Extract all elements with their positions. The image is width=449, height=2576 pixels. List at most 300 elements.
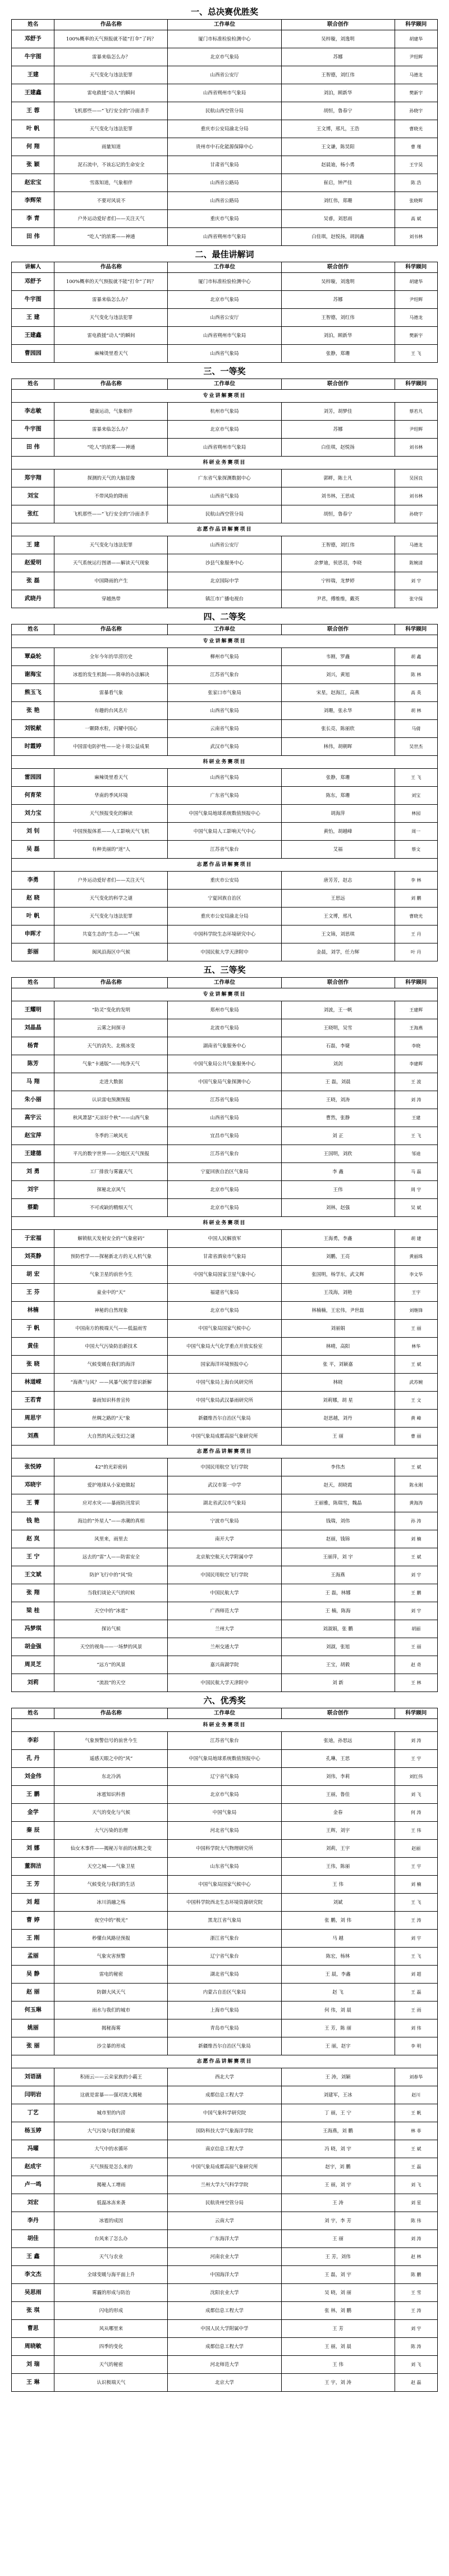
column-header: 作品名称 [54, 978, 168, 988]
table-row [12, 720, 438, 738]
table-row [12, 1374, 438, 1392]
work-cell: 四季的变化 [54, 2338, 168, 2356]
unit-cell: 中国气象局国家气候中心 [168, 1876, 281, 1894]
section-title: 六、优秀奖 [203, 1695, 246, 1706]
column-header: 作品名称 [54, 262, 168, 273]
name-cell: 王 建 [12, 536, 54, 554]
unit-cell: 江苏省气象局 [168, 1091, 281, 1109]
work-cell: 天气变化的科学之谜 [54, 890, 168, 908]
co-author-cell: 马 越 [281, 1930, 395, 1948]
column-header: 作品名称 [54, 379, 168, 390]
unit-cell: 广东省气象探测数据中心 [168, 469, 281, 487]
advisor-cell: 王 丹 [395, 925, 437, 943]
work-cell: 不可或缺的精细天气 [54, 1199, 168, 1217]
work-cell: 低温冰冻来袭 [54, 2194, 168, 2212]
advisor-cell: 赵 林 [395, 2248, 437, 2266]
advisor-cell: 刘 宇 [395, 572, 437, 590]
work-cell: 大自然的风云变幻之谜 [54, 1428, 168, 1446]
co-author-cell: 崔启，钟严佳 [281, 174, 395, 192]
name-cell: 刘晶晶 [12, 1019, 54, 1037]
category-label: 志愿作品讲解赛项目 [12, 1446, 438, 1458]
name-cell: 闫明岩 [12, 2086, 54, 2104]
co-author-cell: 刘莉，王宇 [281, 1840, 395, 1858]
table-row [12, 943, 438, 961]
co-author-cell: 艾福 [281, 841, 395, 859]
unit-cell: 中国气象科学研究院 [168, 2104, 281, 2122]
table-row [12, 2104, 438, 2122]
work-cell: 雷暴来临怎么办？ [54, 421, 168, 439]
co-author-cell: 王智德，刘红伟 [281, 309, 395, 327]
name-cell: 赵爱明 [12, 554, 54, 572]
name-cell: 熊玉飞 [12, 684, 54, 702]
work-cell: 遥感天眼之中的“风” [54, 1750, 168, 1768]
advisor-cell: 马倩 [395, 720, 437, 738]
table-row [12, 1145, 438, 1163]
column-header: 科学顾问 [395, 262, 437, 273]
name-cell: 张 丽 [12, 2037, 54, 2055]
name-cell: 董润洁 [12, 1858, 54, 1876]
work-cell: 天气的消失、北极冰变 [54, 1037, 168, 1055]
co-author-cell: 刘丽娟 [281, 1320, 395, 1338]
unit-cell: 江苏省气象台 [168, 841, 281, 859]
column-header: 工作单位 [168, 262, 281, 273]
name-cell: 刘锐献 [12, 720, 54, 738]
category-row [12, 635, 438, 648]
table-row [12, 554, 438, 572]
name-cell: 赵宝萍 [12, 1127, 54, 1145]
work-cell: 雷电救援“动人”的瞬间 [54, 84, 168, 102]
column-header: 姓名 [12, 1708, 54, 1719]
work-cell: 冰雹的成因 [54, 2212, 168, 2230]
co-author-cell: 刘泊，顾新华 [281, 84, 395, 102]
co-author-cell: 王 丽 [281, 1428, 395, 1446]
table-row [12, 228, 438, 246]
unit-cell: 中国民航大学 [168, 1584, 281, 1602]
work-cell: 雨水与我们的城市 [54, 2001, 168, 2019]
advisor-cell: 王 涛 [395, 2302, 437, 2320]
work-cell: 气候变暖在我们的海洋 [54, 1356, 168, 1374]
table-row [12, 2086, 438, 2104]
co-author-cell: 王国明，刘欣 [281, 1145, 395, 1163]
unit-cell: 湖北省气象局 [168, 1966, 281, 1984]
advisor-cell: 马 磊 [395, 1163, 437, 1181]
co-author-cell: 刘书林，王思成 [281, 487, 395, 505]
unit-cell: 重庆市公安局渝北分局 [168, 908, 281, 925]
unit-cell: 河北师范大学 [168, 2356, 281, 2374]
name-cell: 王 芬 [12, 1284, 54, 1302]
advisor-cell: 王 磊 [395, 1984, 437, 2001]
advisor-cell: 樊新宇 [395, 84, 437, 102]
advisor-cell: 刘 宇 [395, 1566, 437, 1584]
category-label: 科研业务赛项目 [12, 1719, 438, 1732]
table-row [12, 1930, 438, 1948]
advisor-cell: 赵丽 [395, 1840, 437, 1858]
column-header: 作品名称 [54, 20, 168, 30]
name-cell: 张 颖 [12, 156, 54, 174]
advisor-cell: 刘 鹏 [395, 890, 437, 908]
table-row [12, 1019, 438, 1037]
co-author-cell: 刘剑 [281, 1055, 395, 1073]
work-cell: 中国雷电防护性——论十项公益成果 [54, 738, 168, 756]
table-header-row [12, 379, 438, 390]
category-label: 科研业务赛项目 [12, 457, 438, 469]
name-cell: 刘宏 [12, 2194, 54, 2212]
work-cell: 天气预报变化的解读 [54, 805, 168, 823]
category-label: 专业讲解赛项目 [12, 988, 438, 1001]
name-cell: 孔 丹 [12, 1750, 54, 1768]
name-cell: 武晓丹 [12, 590, 54, 608]
category-label: 专业讲解赛项目 [12, 635, 438, 648]
name-cell: 王若青 [12, 1392, 54, 1410]
name-cell: 谢海宝 [12, 666, 54, 684]
advisor-cell: 刘 飞 [395, 1786, 437, 1804]
work-cell: 防护飞行中的“风”险 [54, 1566, 168, 1584]
unit-cell: 中国气象局 [168, 1804, 281, 1822]
unit-cell: 广东海洋大学 [168, 2230, 281, 2248]
section-title: 四、二等奖 [203, 612, 246, 622]
co-author-cell: 王 芳，陈 丽 [281, 2019, 395, 2037]
advisor-cell: 刘 涛 [395, 1732, 437, 1750]
co-author-cell: 刘兴，黄旭 [281, 666, 395, 684]
table-row [12, 1037, 438, 1055]
co-author-cell: 赵晨迪，杨小勇 [281, 156, 395, 174]
co-author-cell: 唐芳芳，赵志 [281, 872, 395, 890]
table-row [12, 439, 438, 457]
column-header: 工作单位 [168, 624, 281, 635]
advisor-cell: 陈婉清 [395, 554, 437, 572]
table-row [12, 2248, 438, 2266]
advisor-cell: 赵 奇 [395, 1656, 437, 1674]
table-row [12, 1302, 438, 1320]
unit-cell: 江苏省气象台 [168, 1732, 281, 1750]
advisor-cell: 胡 林 [395, 702, 437, 720]
work-cell: 认识极端天气 [54, 2374, 168, 2392]
table-row [12, 345, 438, 363]
unit-cell: 中国气象局国家卫星气象中心 [168, 1266, 281, 1284]
work-cell: 中国预报体系——人工影响天气飞机 [54, 823, 168, 841]
name-cell: 田 伟 [12, 228, 54, 246]
work-cell: 天气系统运行图谱——解读天气现象 [54, 554, 168, 572]
name-cell: 冯梦琪 [12, 1620, 54, 1638]
unit-cell: 山西省朔州市气象局 [168, 228, 281, 246]
co-author-cell: 胡恒，鲁春宁 [281, 505, 395, 523]
work-cell: 全年今年的旱涝历史 [54, 648, 168, 666]
name-cell: 刘莉 [12, 1674, 54, 1692]
unit-cell: 青岛市气象局 [168, 2019, 281, 2037]
work-cell: “海燕”与风？——风暴气候学常识新解 [54, 1374, 168, 1392]
table-row [12, 1786, 438, 1804]
co-author-cell: 刘林，赵强 [281, 1199, 395, 1217]
table-row [12, 1091, 438, 1109]
unit-cell: 江苏省气象台 [168, 666, 281, 684]
unit-cell: 甘肃省酒泉市气象局 [168, 1248, 281, 1266]
name-cell: 于 帆 [12, 1320, 54, 1338]
table-row [12, 2338, 438, 2356]
unit-cell: 北京市气象局 [168, 1181, 281, 1199]
work-cell: 麻辣烫里看天气 [54, 769, 168, 787]
unit-cell: 中国气象局人工影响天气中心 [168, 823, 281, 841]
co-author-cell: 张静，郑珊 [281, 769, 395, 787]
co-author-cell: 刘鹏，王亮 [281, 1248, 395, 1266]
co-author-cell: 赵天，胡晓霞 [281, 1476, 395, 1494]
unit-cell: 云南大学 [168, 2212, 281, 2230]
name-cell: 刘语涵 [12, 2068, 54, 2086]
work-cell: 台风来了怎么办 [54, 2230, 168, 2248]
table-row [12, 1948, 438, 1966]
unit-cell: 山西省朔州市气象局 [168, 84, 281, 102]
advisor-cell: 王 飞 [395, 1948, 437, 1966]
category-row [12, 859, 438, 872]
unit-cell: 山西省朔州市气象局 [168, 439, 281, 457]
work-cell: 暴雨知识科普宣传 [54, 1392, 168, 1410]
table-row [12, 908, 438, 925]
work-cell: 城市里的内涝 [54, 2104, 168, 2122]
name-cell: 曹园园 [12, 345, 54, 363]
co-author-cell: 苏娜 [281, 48, 395, 66]
work-cell: 天气变化与违法犯罪 [54, 66, 168, 84]
unit-cell: 北京市气象局 [168, 291, 281, 309]
co-author-cell: 王文博，邢凡 [281, 908, 395, 925]
work-cell: 不带风险的降雨 [54, 487, 168, 505]
table-row [12, 2068, 438, 2086]
unit-cell: 北京大学 [168, 2374, 281, 2392]
unit-cell: 黑龙江省气象局 [168, 1912, 281, 1930]
co-author-cell: 林伟，胡朝晖 [281, 738, 395, 756]
unit-cell: 宁波市气象局 [168, 1512, 281, 1530]
co-author-cell: 吴梓璇，刘逸明 [281, 30, 395, 48]
unit-cell: 新疆维吾尔自治区气象局 [168, 2037, 281, 2055]
advisor-cell: 胡建华 [395, 273, 437, 291]
advisor-cell: 王 波 [395, 1073, 437, 1091]
name-cell: 赵 岚 [12, 1530, 54, 1548]
name-cell: 高宇云 [12, 1109, 54, 1127]
advisor-cell: 林园 [395, 805, 437, 823]
co-author-cell: 王茂海，刘艳 [281, 1284, 395, 1302]
unit-cell: 宜昌市气象局 [168, 1127, 281, 1145]
name-cell: 曹 婷 [12, 1912, 54, 1930]
section-title: 一、总决赛优胜奖 [190, 7, 258, 17]
work-cell: “流浪”的天空 [54, 1674, 168, 1692]
co-author-cell: 王文锦，刘思琪 [281, 925, 395, 943]
advisor-cell: 孙晓宇 [395, 102, 437, 120]
name-cell: 何育荣 [12, 787, 54, 805]
advisor-cell: 刘 飞 [395, 2356, 437, 2374]
category-row [12, 523, 438, 536]
table-row [12, 1248, 438, 1266]
unit-cell: 民航山西空管分局 [168, 505, 281, 523]
name-cell: 刘 勇 [12, 1163, 54, 1181]
co-author-cell: 郭畔，陈士凡 [281, 469, 395, 487]
table-row [12, 1674, 438, 1692]
column-header: 联合创作 [281, 262, 395, 273]
name-cell: 王建德 [12, 1145, 54, 1163]
name-cell: 周思宇 [12, 1410, 54, 1428]
co-author-cell: 林晓 [281, 1374, 395, 1392]
table-header-row [12, 20, 438, 30]
work-cell: 共宴生态的“生态——”气候 [54, 925, 168, 943]
advisor-cell: 王 雪 [395, 2284, 437, 2302]
unit-cell: 杭州市气象局 [168, 403, 281, 421]
advisor-cell: 尹绍辉 [395, 421, 437, 439]
unit-cell: 中国科学院生态环境研究中心 [168, 925, 281, 943]
work-cell: 泥石流中，不该忘记的生命安全 [54, 156, 168, 174]
award-table [11, 19, 438, 246]
name-cell: 孟丽 [12, 1948, 54, 1966]
unit-cell: 山西省公安厅 [168, 66, 281, 84]
work-cell: 大气污染的治理 [54, 1822, 168, 1840]
table-row [12, 1840, 438, 1858]
advisor-cell: 蔡文 [395, 841, 437, 859]
table-row [12, 2194, 438, 2212]
advisor-cell: 高 斌 [395, 210, 437, 228]
name-cell: 钱 艳 [12, 1512, 54, 1530]
co-author-cell: 王辉，刘宇 [281, 1822, 395, 1840]
name-cell: 黄佳 [12, 1338, 54, 1356]
table-row [12, 1530, 438, 1548]
co-author-cell: 金春 [281, 1804, 395, 1822]
advisor-cell: 张晓辉 [395, 192, 437, 210]
name-cell: 胡 宏 [12, 1266, 54, 1284]
column-header: 科学顾问 [395, 379, 437, 390]
unit-cell: 上海市气象局 [168, 2001, 281, 2019]
table-row [12, 2356, 438, 2374]
name-cell: 胡金强 [12, 1638, 54, 1656]
table-row [12, 48, 438, 66]
advisor-cell: 蔡若凡 [395, 403, 437, 421]
name-cell: 张红 [12, 505, 54, 523]
table-row [12, 823, 438, 841]
co-author-cell: 张静，郑珊 [281, 345, 395, 363]
work-cell: 全球变暖与海平面上升 [54, 2266, 168, 2284]
unit-cell: 云南省气象局 [168, 720, 281, 738]
co-author-cell: 孔琳，王思 [281, 1750, 395, 1768]
table-row [12, 666, 438, 684]
table-row [12, 505, 438, 523]
work-cell: 沙尘暴的形成 [54, 2037, 168, 2055]
name-cell: 何玉琳 [12, 2001, 54, 2019]
advisor-cell: 胡建华 [395, 30, 437, 48]
co-author-cell: 王 芳，刘伟 [281, 2248, 395, 2266]
category-row [12, 457, 438, 469]
advisor-cell: 孙 涛 [395, 1512, 437, 1530]
unit-cell: 中国气象局武汉暴雨研究所 [168, 1392, 281, 1410]
work-cell: 户外运动爱好者们——关注天气 [54, 872, 168, 890]
work-cell: 雷电救援“动人”的瞬间 [54, 327, 168, 345]
work-cell: 预防哲学——探秘新北方的无人机气象 [54, 1248, 168, 1266]
co-author-cell: 白佳琪，赵悦扬，胡润鑫 [281, 228, 395, 246]
advisor-cell: 马德龙 [395, 66, 437, 84]
co-author-cell: 王 丽 [281, 2230, 395, 2248]
advisor-cell: 王 斌 [395, 1356, 437, 1374]
name-cell: 牛宇图 [12, 48, 54, 66]
name-cell: 王 鑫 [12, 2248, 54, 2266]
work-cell: 100%概率的天气预报就不能“打伞”了吗？ [54, 30, 168, 48]
advisor-cell: 王海燕 [395, 1019, 437, 1037]
co-author-cell: 刘泊，顾新华 [281, 327, 395, 345]
co-author-cell: 张长亮，陈丽欣 [281, 720, 395, 738]
table-row [12, 1566, 438, 1584]
unit-cell: 中国气象局气象探测中心 [168, 1073, 281, 1091]
unit-cell: 重庆市公安局渝北分局 [168, 120, 281, 138]
co-author-cell: 陈东，郑珊 [281, 787, 395, 805]
category-row [12, 390, 438, 403]
category-label: 科研业务赛项目 [12, 756, 438, 769]
name-cell: 赵 丽 [12, 1984, 54, 2001]
advisor-cell: 赵川 [395, 2086, 437, 2104]
advisor-cell: 刘 涛 [395, 2230, 437, 2248]
name-cell: 田 伟 [12, 439, 54, 457]
advisor-cell: 李 林 [395, 872, 437, 890]
work-cell: 夜空中的“极光” [54, 1912, 168, 1930]
name-cell: 王 鹏 [12, 1786, 54, 1804]
advisor-cell: 何 涛 [395, 1804, 437, 1822]
name-cell: 李志敏 [12, 403, 54, 421]
name-cell: 张 艳 [12, 702, 54, 720]
unit-cell: 武汉市气象局 [168, 738, 281, 756]
table-row [12, 1912, 438, 1930]
advisor-cell: 刘 宇 [395, 2320, 437, 2338]
work-cell: “防灵”变化的发明 [54, 1001, 168, 1019]
co-author-cell: 刘波，王一帆 [281, 1001, 395, 1019]
advisor-cell: 王 伟 [395, 1822, 437, 1840]
co-author-cell: 刘 新 [281, 1674, 395, 1692]
table-row [12, 1548, 438, 1566]
unit-cell: 北京市气象局 [168, 1786, 281, 1804]
column-header: 联合创作 [281, 624, 395, 635]
column-header: 工作单位 [168, 978, 281, 988]
unit-cell: 中国人民大学附属中学 [168, 2320, 281, 2338]
table-row [12, 536, 438, 554]
name-cell: 蔡勤 [12, 1199, 54, 1217]
advisor-cell: 尹绍辉 [395, 48, 437, 66]
co-author-cell: 苏娜 [281, 421, 395, 439]
advisor-cell: 李 明 [395, 2037, 437, 2055]
work-cell: 中国大气污染防治新技术 [54, 1338, 168, 1356]
unit-cell: 厦门市标准检验检测中心 [168, 30, 281, 48]
table-row [12, 1894, 438, 1912]
co-author-cell: 王伟，陈丽 [281, 1858, 395, 1876]
category-row [12, 1446, 438, 1458]
work-cell: 应对水灾——暴雨防汛常识 [54, 1494, 168, 1512]
column-header: 联合创作 [281, 20, 395, 30]
advisor-cell: 王 飞 [395, 1127, 437, 1145]
table-row [12, 1638, 438, 1656]
advisor-cell: 刘 飞 [395, 2176, 437, 2194]
unit-cell: 山西省公路局 [168, 174, 281, 192]
work-cell: 不要对风说不 [54, 192, 168, 210]
co-author-cell: 吴 晓，刘 丽 [281, 2284, 395, 2302]
name-cell: 牛宇图 [12, 421, 54, 439]
advisor-cell: 陈 林 [395, 666, 437, 684]
advisor-cell: 孙晓宇 [395, 505, 437, 523]
work-cell: 雨量知道 [54, 138, 168, 156]
table-row [12, 120, 438, 138]
advisor-cell: 王 宇 [395, 1858, 437, 1876]
work-cell: 揭秘海雾 [54, 2019, 168, 2037]
unit-cell: 中国气象局成都高原气象研究所 [168, 2158, 281, 2176]
table-row [12, 1230, 438, 1248]
co-author-cell: 王 涛 [281, 2194, 395, 2212]
work-cell: 童业中的“天” [54, 1284, 168, 1302]
unit-cell: 山西省气象局 [168, 769, 281, 787]
work-cell: 探秘北京风气 [54, 1181, 168, 1199]
co-author-cell: 李 鑫 [281, 1163, 395, 1181]
advisor-cell: 李文华 [395, 1266, 437, 1284]
name-cell: 王 宁 [12, 1548, 54, 1566]
award-table [11, 977, 438, 1692]
table-row [12, 2320, 438, 2338]
table-row [12, 1284, 438, 1302]
